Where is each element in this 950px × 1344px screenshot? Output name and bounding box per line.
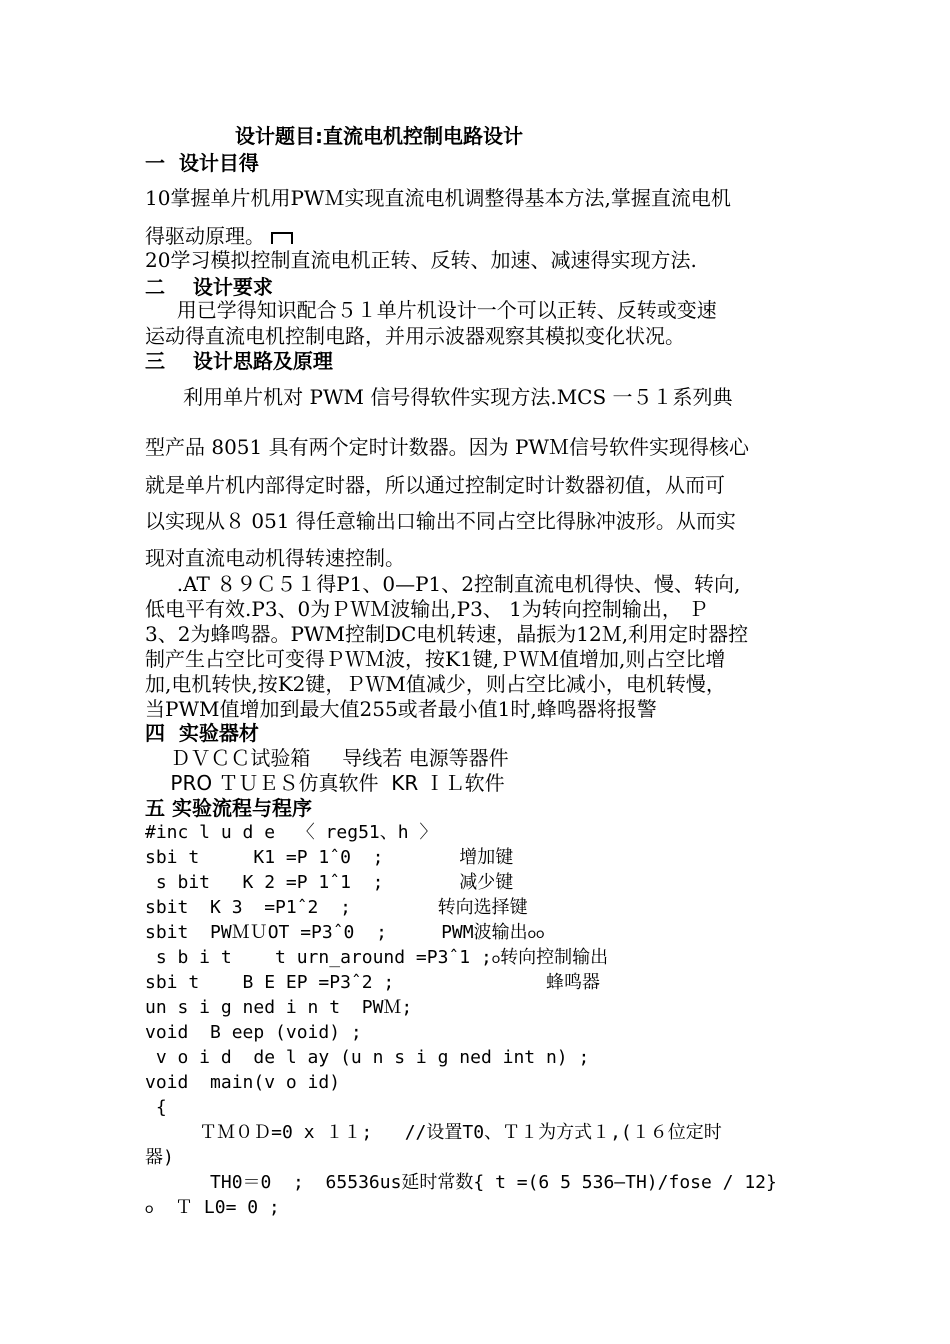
s1-para-1-line-2 <box>145 226 293 246</box>
s3-mid-line-2: 低电平有效.P3、0为ＰＷＭ波输出,P3、 1为转向控制输出， Ｐ <box>145 597 709 621</box>
code-line: { <box>145 1097 167 1118</box>
s3-line-2: 型产品 8051 具有两个定时计数器。因为 PWＭ信号软件实现得核心 <box>145 435 749 459</box>
code-line: void B eep (void) ; <box>145 1022 362 1043</box>
s3-line-5: 现对直流电动机得转速控制。 <box>145 546 405 570</box>
section-5-heading: 五 实验流程与程序 <box>145 796 312 820</box>
code-line: v o i d de l ay (u n s i g ned int n) ; <box>145 1047 590 1068</box>
code-line: 器) <box>145 1147 174 1168</box>
s3-line-3: 就是单片机内部得定时器，所以通过控制定时计数器初值，从而可 <box>145 473 725 497</box>
section-3-heading: 三 设计思路及原理 <box>145 349 333 373</box>
code-line: sbit K 3 =P1ˆ2 ; 转向选择键 <box>145 897 528 918</box>
code-line: sbi t B E EP =P3ˆ2 ; 蜂鸣器 <box>145 972 600 993</box>
code-line: ＴＭ０Ｄ=0 x １１; //设置T0、Ｔ１为方式１,(１６位定时 <box>145 1122 722 1143</box>
code-line: s b i t t urn_around =P3ˆ1 ;ჿ转向控制输出 <box>145 947 609 968</box>
section-1-heading: 一 设计目得 <box>145 151 259 175</box>
doc-title: 设计题目:直流电机控制电路设计 <box>235 124 523 148</box>
s2-line-2: 运动得直流电机控制电路，并用示波器观察其模拟变化状况。 <box>145 324 685 348</box>
s4-line-2: PRO ＴＵＥＳ仿真软件 KR ＩＬ软件 <box>145 771 505 795</box>
edit-mark-icon <box>271 232 293 244</box>
s1-para-1-line-1: 10掌握单片机用PWＭ实现直流电机调整得基本方法,掌握直流电机 <box>145 186 731 210</box>
code-line: s bit K 2 =P 1ˆ1 ; 减少键 <box>145 872 514 893</box>
s3-mid-line-6: 当PWM值增加到最大值255或者最小值1时,蜂鸣器将报警 <box>145 697 657 721</box>
code-line: void main(v o id) <box>145 1072 341 1093</box>
code-line: TH0＝0 ; 65536us延时常数{ t =(6 5 536—TH)/fose / 12} <box>145 1172 777 1193</box>
code-line: #inc l u d e 〈 reg51、h 〉 <box>145 822 438 843</box>
code-line: ჿ Ｔ L0= 0 ; <box>145 1197 280 1218</box>
s3-line-1: 利用单片机对 PWM 信号得软件实现方法.MCS 一５１系列典 <box>145 385 733 409</box>
s1-para-2: 20学习模拟控制直流电机正转、反转、加速、减速得实现方法. <box>145 248 697 272</box>
section-4-heading: 四 实验器材 <box>145 721 259 745</box>
s4-line-1: ＤＶＣＣ试验箱 导线若 电源等器件 <box>145 746 509 770</box>
s3-mid-line-5: 加,电机转快,按K2键，ＰＷM值减少，则占空比减小，电机转慢， <box>145 672 726 696</box>
s2-line-1: 用已学得知识配合５１单片机设计一个可以正转、反转或变速 <box>145 298 717 322</box>
s3-mid-line-1: .AT ８９Ｃ５１得P1、0—P1、2控制直流电机得快、慢、转向, <box>145 572 741 596</box>
section-2-heading: 二 设计要求 <box>145 275 273 299</box>
code-line: sbit PWＭＵOT =P3ˆ0 ; PWM波输出ჿჿ <box>145 922 545 943</box>
s1-para-1-text: 得驱动原理。 <box>145 224 265 248</box>
code-line: sbi t K1 =P 1ˆ0 ; 增加键 <box>145 847 514 868</box>
code-line: un s i g ned i n t PWＭ; <box>145 997 413 1018</box>
s3-mid-line-4: 制产生占空比可变得ＰＷＭ波，按K1键,ＰＷＭ值增加,则占空比增 <box>145 647 726 671</box>
s3-mid-line-3: 3、2为蜂鸣器。PWM控制DC电机转速，晶振为12Ｍ,利用定时器控 <box>145 622 749 646</box>
s3-line-4: 以实现从８ 051 得任意输出口输出不同占空比得脉冲波形。从而实 <box>145 509 736 533</box>
